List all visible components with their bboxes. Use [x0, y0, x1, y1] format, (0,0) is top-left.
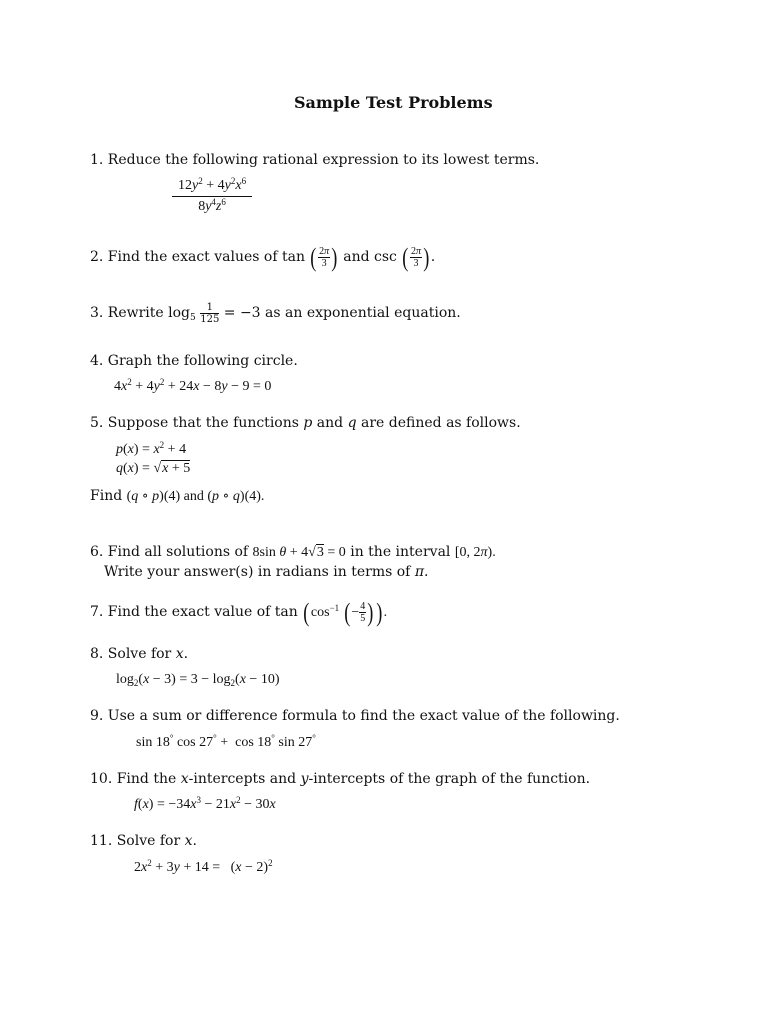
- problem-10-function: $f(x) = -34x^3 - 21x^2 - 30x$: [134, 795, 276, 812]
- problem-8-var: x: [175, 646, 184, 662]
- problem-11: 11. Solve for x.: [90, 833, 197, 849]
- problem-7: [90, 595, 387, 629]
- problem-2-text-post: .: [430, 249, 436, 265]
- page-title: Sample Test Problems: [294, 93, 493, 112]
- problem-6-line-2: [104, 563, 428, 581]
- problem-2: [90, 240, 435, 274]
- problem-2-text-pre: 2. Find the exact values of tan: [90, 249, 305, 265]
- problem-4-equation: $4x^2 + 4y^2 + 24x - 8y - 9 = 0$: [114, 377, 272, 394]
- problem-6-line-1: [90, 543, 496, 562]
- problem-5-text-post: are defined as follows.: [361, 415, 521, 431]
- problem-5: [90, 414, 521, 432]
- problem-3-text-post: as an exponential equation.: [265, 305, 461, 321]
- problem-3-equation: = −3: [223, 305, 261, 321]
- problem-11-var: x: [184, 833, 193, 849]
- problem-11-text: 11. Solve for: [90, 833, 181, 849]
- problem-5-find-label: Find: [90, 488, 123, 504]
- problem-10-var-x: x: [180, 771, 189, 787]
- problem-10: [90, 770, 590, 788]
- problem-3: 3. Rewrite $\log_5$ $\frac{1}{125}$ = −3 as an exponential equation.: [90, 301, 461, 325]
- problem-8: 8. Solve for x.: [90, 646, 189, 662]
- problem-10-text-pre: 10. Find the: [90, 771, 177, 787]
- problem-5-compositions: (q ∘ p)(4) and (p ∘ q)(4).: [126, 489, 265, 504]
- problem-6-equation: 8sin θ + 4√3 = 0: [252, 545, 346, 560]
- problem-6-pi: π.: [414, 564, 429, 580]
- problem-8-equation: $\log_2(x - 3) = 3 - \log_2(x - 10)$: [116, 672, 280, 688]
- problem-5-text-and: and: [316, 415, 344, 431]
- problem-2-text-mid: and csc: [343, 249, 397, 265]
- problem-10-var-y: y: [300, 771, 309, 787]
- problem-1-expression: $\frac{12y^2 + 4y^2x^6}{8y^4z^6}$: [172, 176, 252, 217]
- problem-3-fraction: $\frac{1}{125}$: [200, 301, 220, 325]
- problem-5-text: 5. Suppose that the functions: [90, 415, 299, 431]
- problem-2-tan-arg: ( $\frac{2\pi}{3}$ ): [310, 242, 338, 272]
- problem-6-text-line2: Write your answer(s) in radians in terms of: [104, 564, 411, 580]
- problem-5-find: [90, 487, 264, 506]
- problem-5-var-q: q: [347, 415, 357, 431]
- problem-9-text: 9. Use a sum or difference formula to find the exact value of the following.: [90, 708, 620, 724]
- problem-4-text: 4. Graph the following circle.: [90, 353, 298, 369]
- problem-10-text-mid1: -intercepts and: [188, 771, 297, 787]
- problem-7-text-pre: 7. Find the exact value of tan: [90, 604, 298, 620]
- problem-1-text: 1. Reduce the following rational expression to its lowest terms.: [90, 152, 540, 168]
- problem-5-var-p: p: [303, 415, 313, 431]
- problem-9-expression: sin 18° cos 27° + cos 18° sin 27°: [136, 733, 316, 750]
- problem-6-text-pre: 6. Find all solutions of: [90, 544, 249, 560]
- problem-6-text-mid: in the interval: [350, 544, 451, 560]
- problem-5-p-definition: $p(x) = x^2 + 4$: [116, 440, 187, 457]
- problem-8-text: 8. Solve for: [90, 646, 172, 662]
- problem-5-q-definition: q(x) = √x + 5: [116, 461, 191, 476]
- problem-3-text-pre: 3. Rewrite log: [90, 305, 191, 321]
- problem-6-interval: [0, 2π).: [454, 545, 496, 560]
- problem-11-equation: $2x^2 + 3y + 14 = (x - 2)^2$: [134, 858, 273, 875]
- problem-10-text-mid2: -intercepts of the graph of the function.: [308, 771, 591, 787]
- problem-7-expression: ($\cos^{-1}$ (− $\frac{4}{5}$ ) ).: [303, 597, 388, 627]
- problem-2-csc-arg: ( $\frac{2\pi}{3}$ ): [402, 242, 430, 272]
